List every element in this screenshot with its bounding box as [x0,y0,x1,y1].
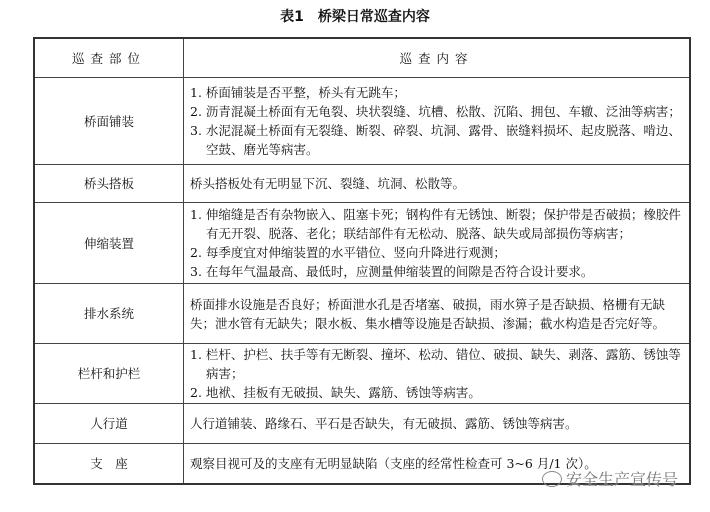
header-part: 巡查部位 [34,38,184,78]
table-row [34,344,690,404]
header-content: 巡查内容 [184,38,691,78]
content-item: 观察目视可及的支座有无明显缺陷（支座的经常性检查可 3~6 月/1 次）。 [190,455,597,471]
content-item: 桥面排水设施是否良好；桥面泄水孔是否堵塞、破损，雨水箅子是否缺损、格栅有无缺失；泄水管有无缺失；限水板、集水槽等设施是否缺损、渗漏；截水构造是否完好等。 [190,296,666,331]
row-part: 桥面铺装 [34,78,184,165]
row-part: 桥头搭板 [34,165,184,203]
table-title: 表1 桥梁日常巡查内容 [280,9,430,25]
row-content [184,284,691,344]
row-content [184,78,691,165]
row-part: 栏杆和护栏 [34,344,184,404]
content-item: 2. 每季度宜对伸缩装置的水平错位、竖向升降进行观测； [190,245,506,260]
content-item: 桥头搭板处有无明显下沉、裂缝、坑洞、松散等。 [190,176,466,191]
inspection-table [33,37,691,485]
table-row [34,78,690,165]
table-row [34,203,690,284]
row-content [184,344,691,404]
watermark-text: 安全生产宣传号 [566,470,679,489]
table-row [34,404,690,444]
wechat-icon [542,471,562,487]
content-item: 1. 桥面铺装是否平整，桥头有无跳车； [190,85,406,100]
row-content [184,404,691,444]
row-part: 人行道 [34,404,184,444]
content-item: 1. 栏杆、护栏、扶手等有无断裂、撞坏、松动、错位、破损、缺失、剥落、露筋、锈蚀等病害； [190,347,681,381]
row-part: 伸缩装置 [34,203,184,284]
watermark [542,467,678,490]
table-header-row [34,38,690,78]
row-content [184,165,691,203]
table-row [34,165,690,203]
row-content [184,203,691,284]
content-item: 2. 沥青混凝土桥面有无龟裂、块状裂缝、坑槽、松散、沉陷、拥包、车辙、泛油等病害； [190,104,681,119]
content-item: 3. 水泥混凝土桥面有无裂缝、断裂、碎裂、坑洞、露骨、嵌缝料损坏、起皮脱落、啃边、空鼓、磨光等病害。 [190,123,681,157]
row-part: 排水系统 [34,284,184,344]
content-item: 人行道铺装、路缘石、平石是否缺失，有无破损、露筋、锈蚀等病害。 [190,416,578,431]
content-item: 2. 地袱、挂板有无破损、缺失、露筋、锈蚀等病害。 [190,385,481,400]
content-item: 3. 在每年气温最高、最低时，应测量伸缩装置的间隙是否符合设计要求。 [190,264,594,279]
content-item: 1. 伸缩缝是否有杂物嵌入、阻塞卡死；钢构件有无锈蚀、断裂；保护带是否破损；橡胶件有无开裂、脱落、老化；联结部件有无松动、脱落、缺失或局部损伤等病害； [190,207,681,241]
row-part: 支 座 [34,444,184,484]
table-row [34,284,690,344]
